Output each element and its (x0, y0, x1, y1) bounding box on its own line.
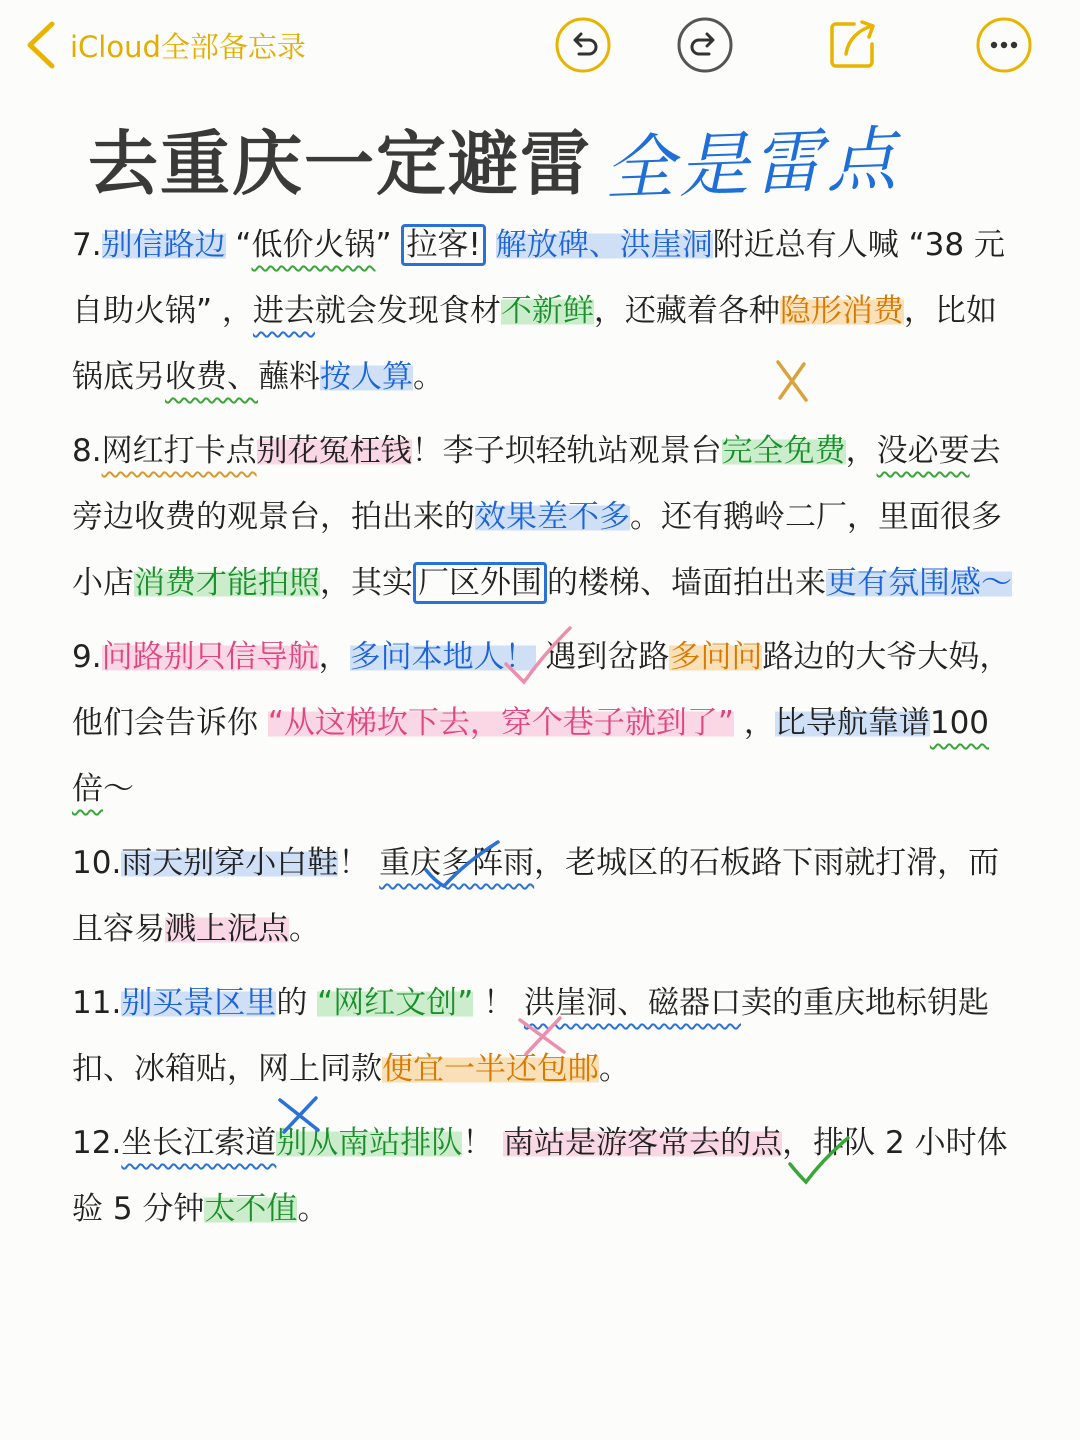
text-segment: 拉客! (401, 224, 485, 266)
text-segment: ，比如锅底另 (72, 293, 997, 395)
note-item (72, 212, 1012, 410)
text-segment: 南站是游客常去的点 (503, 1125, 783, 1161)
text-segment: 消费才能拍照 (134, 565, 320, 601)
note-item (72, 1110, 1012, 1242)
note-item (72, 624, 1012, 822)
redo-button[interactable] (676, 16, 734, 74)
back-label: iCloud全部备忘录 (70, 29, 306, 64)
text-segment: 别买景区里 (121, 985, 277, 1021)
note-item (72, 830, 1012, 962)
note-body[interactable] (72, 212, 1012, 1250)
text-segment: 的 (276, 985, 318, 1021)
compose-share-icon (824, 16, 882, 74)
text-segment: ，排队 2 小时体验 5 分钟 (72, 1125, 1008, 1227)
text-segment: 重庆多阵雨 (379, 845, 535, 881)
compose-share-button[interactable] (824, 16, 882, 74)
text-segment: 卖的重庆地标钥匙扣、冰箱贴，网上同款 (72, 985, 990, 1087)
text-segment: 去旁边收费的观景台，拍出来的 (72, 433, 1001, 535)
chevron-left-icon (24, 20, 58, 70)
text-segment: 蘸料 (258, 359, 320, 395)
redo-icon (676, 16, 734, 74)
text-segment: ！ (473, 985, 525, 1021)
text-segment: 按人算 (320, 359, 413, 395)
text-segment: 低价火锅 (251, 227, 376, 263)
text-segment: 便宜一半还包邮 (382, 1051, 599, 1087)
text-segment: 溅上泥点 (165, 911, 289, 947)
more-button[interactable] (975, 16, 1033, 74)
text-segment: ， (845, 433, 877, 469)
text-segment: 网红打卡点 (101, 433, 257, 469)
text-segment: ， (318, 639, 350, 675)
text-segment: 。 (413, 359, 444, 395)
text-segment: 多问本地人！ (349, 639, 536, 675)
note-item (72, 418, 1012, 616)
text-segment: 别从南站排队 (276, 1125, 463, 1161)
undo-button[interactable] (554, 16, 612, 74)
text-segment: “ (225, 227, 252, 263)
item-number: 11. (72, 985, 122, 1021)
note-title (88, 112, 902, 210)
text-segment: ！ (338, 845, 380, 881)
note-item (72, 970, 1012, 1102)
title-main: 去重庆一定避雷 (88, 122, 592, 205)
item-number: 9. (72, 639, 102, 675)
text-segment: 的楼梯、墙面拍出来 (547, 565, 826, 601)
text-segment: 雨天别穿小白鞋 (121, 845, 339, 881)
text-segment: 隐形消费 (779, 293, 904, 329)
text-segment: 没必要 (876, 433, 970, 469)
text-segment: ，还藏着各种 (593, 293, 780, 329)
text-segment: 多问问 (669, 639, 763, 675)
text-segment: ，其实 (320, 565, 413, 601)
text-segment: 问路别只信导航 (101, 639, 319, 675)
text-segment: 收费、 (165, 359, 258, 395)
text-segment: 厂区外围 (413, 562, 547, 604)
text-segment (486, 227, 496, 263)
text-segment: 洪崖洞、磁器口 (524, 985, 742, 1021)
text-segment: 路边的大爷大妈，他们会告诉你 (72, 639, 1011, 741)
more-icon (975, 16, 1033, 74)
text-segment: 效果差不多 (475, 499, 630, 535)
text-segment: ！ (462, 1125, 504, 1161)
text-segment: 坐长江索道 (121, 1125, 277, 1161)
text-segment: ！李子坝轻轨站观景台 (411, 433, 722, 469)
text-segment: 解放碑、洪崖洞 (495, 227, 713, 263)
text-segment: 。 (289, 911, 320, 947)
navigation-bar (0, 0, 1080, 90)
text-segment: 100 倍 (72, 705, 990, 807)
item-number: 10. (72, 845, 122, 881)
text-segment: 别信路边 (101, 227, 226, 263)
text-segment: ， (733, 705, 775, 741)
text-segment: 比导航靠谱 (774, 705, 930, 741)
text-segment: 附近总有人喊 “38 元自助火锅” ， (72, 227, 1005, 329)
text-segment: 就会发现食材 (314, 293, 501, 329)
text-segment: 。 (599, 1051, 630, 1087)
text-segment: 完全免费 (721, 433, 846, 469)
undo-icon (554, 16, 612, 74)
text-segment: “网红文创” (317, 985, 474, 1021)
text-segment: 遇到岔路 (535, 639, 670, 675)
text-segment: ，老城区的石板路下雨就打滑，而且容易 (72, 845, 1000, 947)
text-segment: 。还有鹅岭二厂，里面很多小店 (72, 499, 1002, 601)
text-segment: 别花冤枉钱 (256, 433, 412, 469)
item-number: 7. (72, 227, 102, 263)
text-segment: ～ (103, 771, 134, 807)
text-segment: 不新鲜 (500, 293, 594, 329)
text-segment: 进去 (252, 293, 315, 329)
text-segment: “从这梯坎下去，穿个巷子就到了” (267, 705, 734, 741)
text-segment: 。 (297, 1191, 329, 1227)
title-handwritten: 全是雷点 (602, 117, 902, 210)
item-number: 12. (72, 1125, 122, 1161)
item-number: 8. (72, 433, 102, 469)
text-segment: 太不值 (204, 1191, 298, 1227)
text-segment: 更有氛围感～ (826, 565, 1012, 601)
text-segment: ” (375, 227, 402, 263)
back-button[interactable] (24, 18, 306, 72)
